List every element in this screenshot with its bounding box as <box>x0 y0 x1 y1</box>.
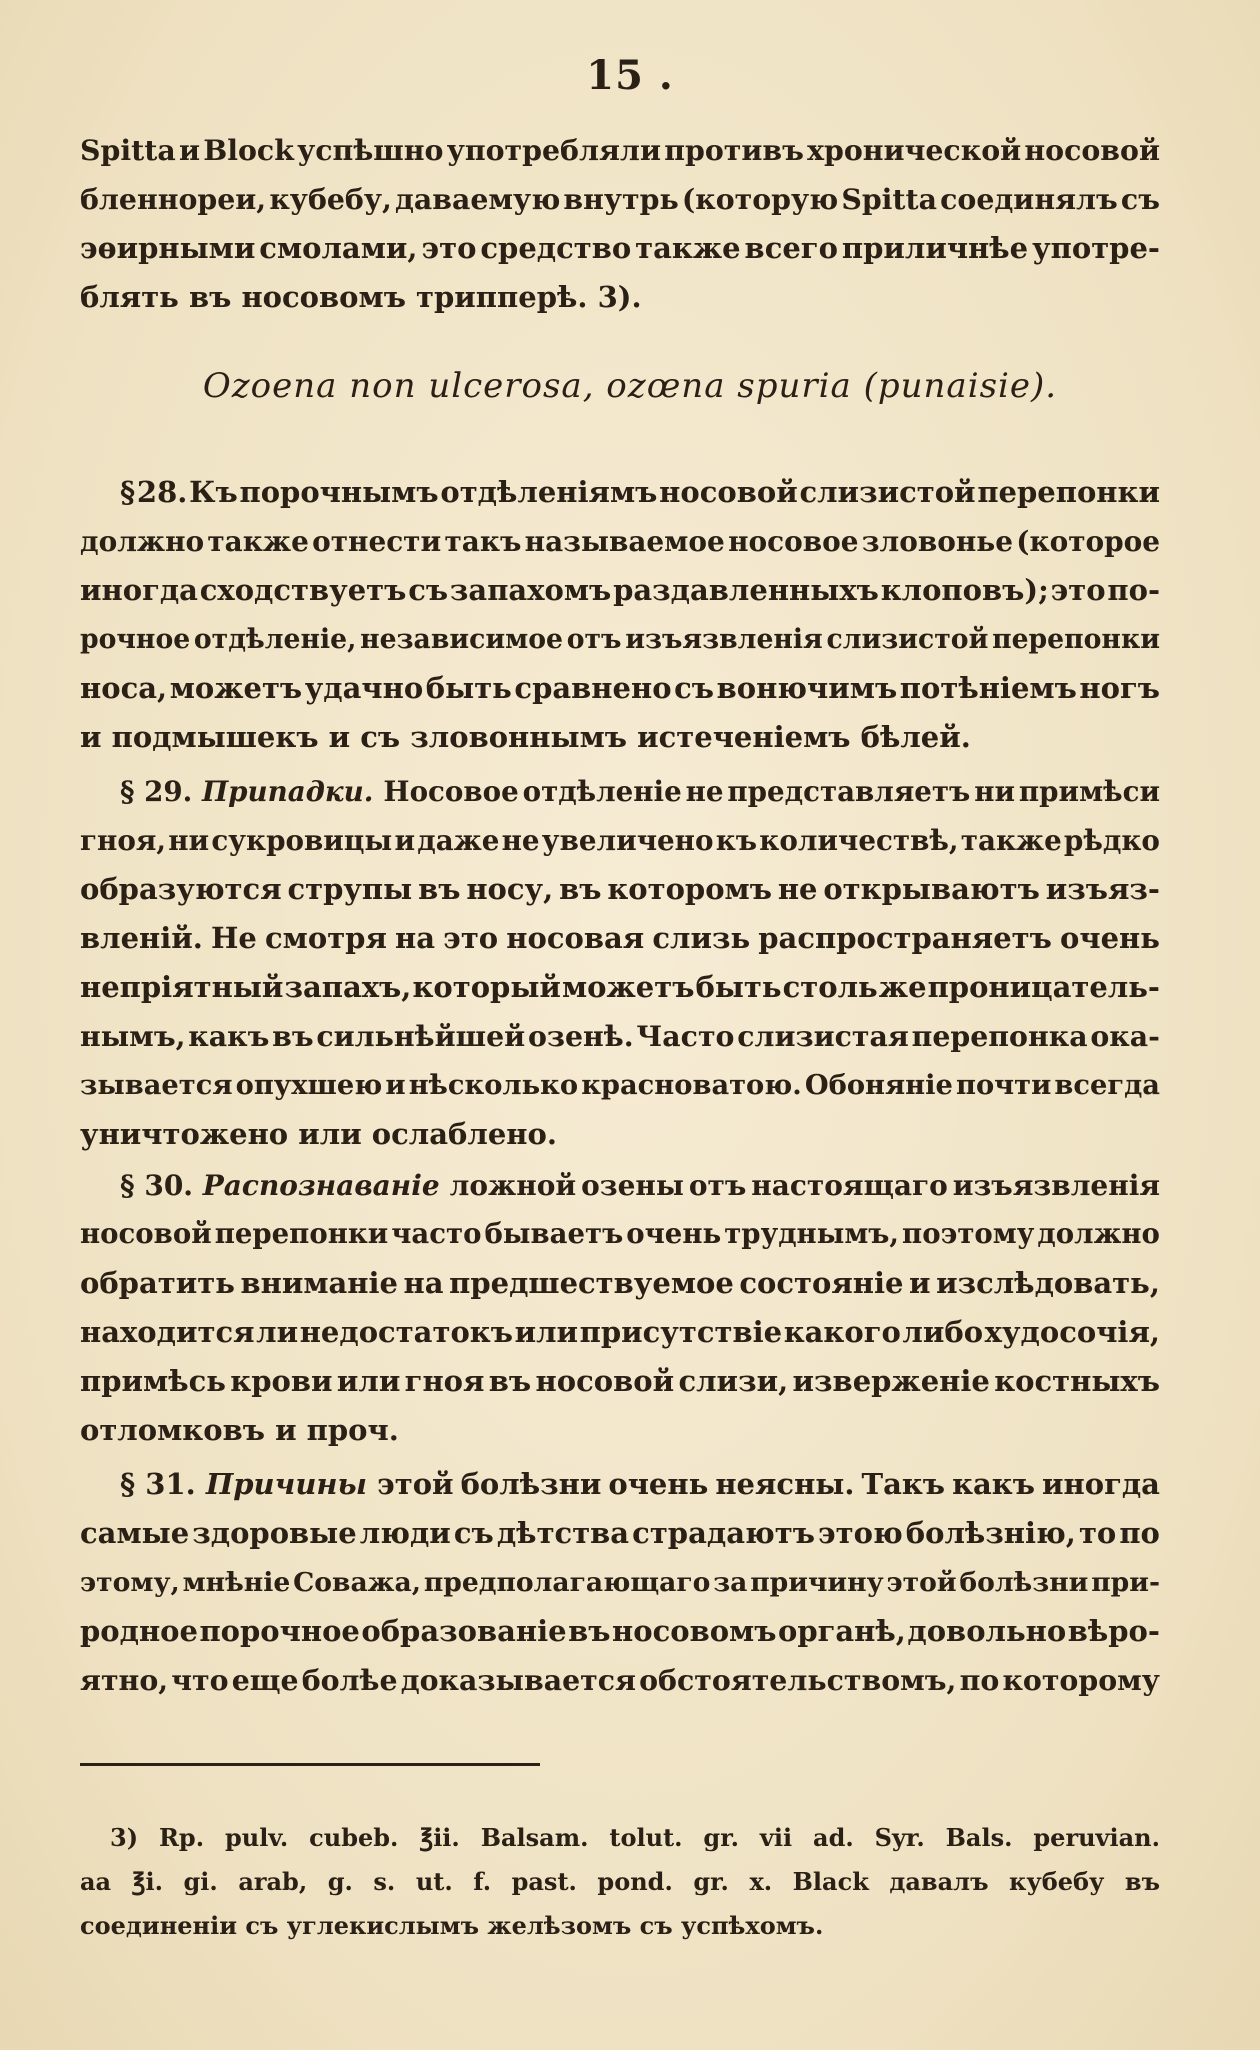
page-number: 15 . <box>586 52 674 99</box>
continued-paragraph <box>80 126 1160 322</box>
text-line: эѳирными смолами, это средство также всего приличнѣе употре- <box>80 231 1160 265</box>
text-line: самые здоровые люди съ дѣтства страдаютъ этою болѣзнію, то по <box>80 1516 1160 1550</box>
text-line: нымъ, какъ въ сильнѣйшей озенѣ. Часто слизистая перепонка ока- <box>80 1019 1160 1053</box>
text-line: гноя, ни сукровицы и даже не увеличено къ количествѣ, также рѣдко <box>80 824 1160 857</box>
section-first-line <box>80 1161 1160 1210</box>
text-line: находится ли недостатокъ или присутствіе какого либо худосочія, <box>80 1315 1160 1349</box>
section-first-line <box>80 767 1160 816</box>
text-line: носовой перепонки часто бываетъ очень труднымъ, поэтому должно <box>80 1218 1160 1250</box>
text-line: уничтожено или ослаблено. <box>80 1117 557 1151</box>
text-line: непріятный запахъ, который можетъ быть столь же проницатель- <box>80 970 1160 1004</box>
text-line: ятно, что еще болѣе доказывается обстоятельствомъ, по которому <box>80 1663 1160 1697</box>
section-number: § 30. <box>120 1169 194 1202</box>
section-number: § 29. <box>120 775 193 808</box>
section-number: § 31. <box>120 1467 196 1501</box>
section-title: Распознаваніе <box>202 1169 440 1202</box>
footnote-divider <box>80 1763 540 1766</box>
text-line: вленій. Не смотря на это носовая слизь распространяетъ очень <box>80 921 1160 955</box>
text-line: блять въ носовомъ трипперѣ. 3). <box>80 280 642 314</box>
text-line: носа, можетъ удачно быть сравнено съ вонючимъ потѣніемъ ногъ <box>80 671 1160 705</box>
text-line: и подмышекъ и съ зловоннымъ истеченіемъ бѣлей. <box>80 720 971 754</box>
text-line: примѣсь крови или гноя въ носовой слизи, изверженіе костныхъ <box>80 1364 1160 1398</box>
section-28 <box>80 468 1160 762</box>
text-line: бленнореи, кубебу, даваемую внутрь (которую Spitta соединялъ съ <box>80 182 1160 216</box>
text-line: этой болѣзни очень неясны. Такъ какъ иногда <box>377 1467 1160 1501</box>
section-29 <box>80 767 1160 1159</box>
section-first-line <box>80 1460 1160 1509</box>
text-line: отломковъ и проч. <box>80 1413 399 1447</box>
text-line: рочное отдѣленіе, независимое отъ изъязвленія слизистой перепонки <box>80 624 1160 655</box>
section-title: Припадки. <box>201 775 374 808</box>
text-line: обратить вниманіе на предшествуемое состояніе и изслѣдовать, <box>80 1266 1160 1300</box>
text-line: образуются струпы въ носу, въ которомъ не открываютъ изъяз- <box>80 872 1160 906</box>
text-line: иногда сходствуетъ съ запахомъ раздавленныхъ клоповъ); это по- <box>80 573 1160 607</box>
text-line: Носовое отдѣленіе не представляетъ ни примѣси <box>383 775 1160 808</box>
footnote-line: соединеніи съ углекислымъ желѣзомъ съ успѣхомъ. <box>80 1911 824 1940</box>
footnotes <box>80 1816 1160 1948</box>
text-line: § 28. Къ порочнымъ отдѣленіямъ носовой слизистой перепонки <box>120 475 1160 509</box>
text-line: родное порочное образованіе въ носовомъ органѣ, довольно вѣро- <box>80 1614 1160 1648</box>
text-line: этому, мнѣніе Соважа, предполагающаго за причину этой болѣзни при- <box>80 1567 1160 1598</box>
text-line: ложной озены отъ настоящаго изъязвленія <box>449 1169 1160 1202</box>
text-line: зывается опухшею и нѣсколько красноватою. Обоняніе почти всегда <box>80 1069 1160 1101</box>
text-line: Spitta и Block успѣшно употребляли противъ хронической носовой <box>80 133 1160 167</box>
section-31 <box>80 1460 1160 1705</box>
section-heading: Ozoena non ulcerosa, ozœna spuria (punaisie). <box>202 366 1058 406</box>
section-title: Причины <box>205 1467 368 1501</box>
section-30 <box>80 1161 1160 1455</box>
footnote-line: 3) Rp. pulv. cubeb. ℥ii. Balsam. tolut. gr. vii ad. Syr. Bals. peruvian. <box>110 1823 1160 1852</box>
text-line: должно также отнести такъ называемое носовое зловоньe (которое <box>80 525 1160 558</box>
footnote-line: aa ℥i. gi. arab, g. s. ut. f. past. pond. gr. x. Black давалъ кубебу въ <box>80 1867 1160 1896</box>
